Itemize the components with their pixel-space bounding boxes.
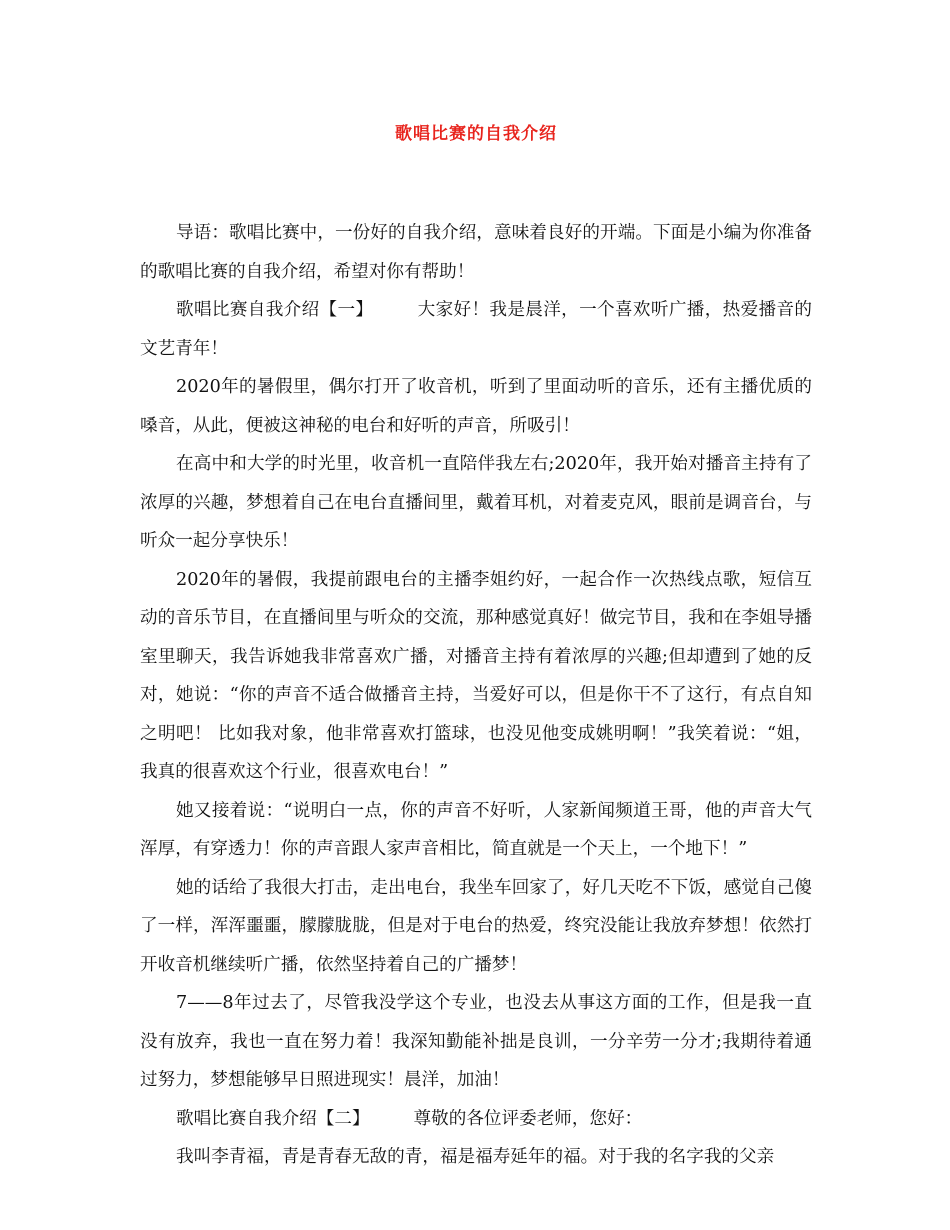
paragraph-3: 在高中和大学的时光里，收音机一直陪伴我左右;2020年，我开始对播音主持有了浓厚的兴趣，梦想着自己在电台直播间里，戴着耳机，对着麦克风，眼前是调音台，与听众一起分享快乐！ bbox=[140, 454, 812, 551]
section-1-text: 大家好！我是晨洋，一个喜欢听广播，热爱播音的文艺青年！ bbox=[140, 300, 812, 359]
paragraph-4: 2020年的暑假，我提前跟电台的主播李姐约好，一起合作一次热线点歌，短信互动的音乐节目，在直播间里与听众的交流，那种感觉真好！做完节目，我和在李姐导播室里聊天，我告诉她我非常喜欢广播，对播音主持有着浓厚的兴趣;但却遭到了她的反对，她说：“你的声音不适合做播音主持，当爱好可以，但是你干不了这行，有点自知之明吧！ 比如我对象，他非常喜欢打篮球，也没见他变成姚明啊！”我笑着说：“姐，我真的很喜欢这个行业，很喜欢电台！” bbox=[140, 569, 812, 782]
paragraph-7: 7——8年过去了，尽管我没学这个专业，也没去从事这方面的工作，但是我一直没有放弃，我也一直在努力着！我深知勤能补拙是良训，一分辛劳一分才;我期待着通过努力，梦想能够早日照进现实！晨洋，加油！ bbox=[140, 993, 812, 1090]
paragraph-8: 我叫李青福，青是青春无敌的青，福是福寿延年的福。对于我的名字我的父亲 bbox=[176, 1147, 775, 1167]
paragraph-6: 她的话给了我很大打击，走出电台，我坐车回家了，好几天吃不下饭，感觉自己傻了一样，浑浑噩噩，朦朦胧胧，但是对于电台的热爱，终究没能让我放弃梦想！依然打开收音机继续听广播，依然坚持着自己的广播梦！ bbox=[140, 877, 812, 975]
section-1-heading: 歌唱比赛自我介绍【一】 bbox=[176, 300, 374, 320]
paragraph-intro: 导语：歌唱比赛中，一份好的自我介绍，意味着良好的开端。下面是小编为你准备的歌唱比赛的自我介绍，希望对你有帮助！ bbox=[140, 223, 812, 282]
paragraph-5: 她又接着说：“说明白一点，你的声音不好听，人家新闻频道王哥，他的声音大气浑厚，有穿透力！你的声音跟人家声音相比，简直就是一个天上，一个地下！” bbox=[140, 800, 812, 859]
document-body bbox=[140, 214, 812, 1177]
section-1-paragraph bbox=[140, 291, 812, 368]
section-2-text: 尊敬的各位评委老师，您好： bbox=[413, 1108, 643, 1129]
section-2-heading: 歌唱比赛自我介绍【二】 bbox=[176, 1108, 370, 1129]
document-title: 歌唱比赛的自我介绍 bbox=[395, 124, 557, 144]
section-2-paragraph bbox=[140, 1100, 812, 1139]
paragraph-2: 2020年的暑假里，偶尔打开了收音机，听到了里面动听的音乐，还有主播优质的嗓音，从此，便被这神秘的电台和好听的声音，所吸引！ bbox=[140, 377, 812, 436]
